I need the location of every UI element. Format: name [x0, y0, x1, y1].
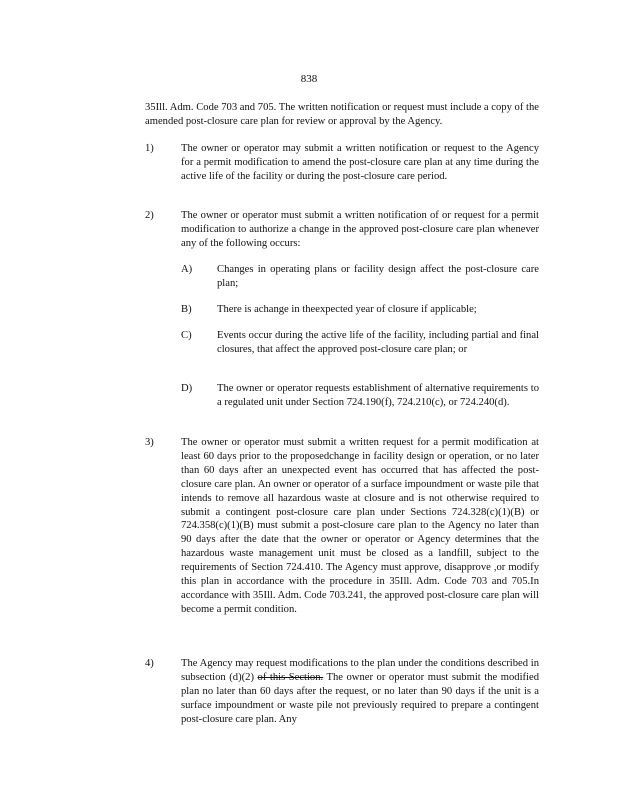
item-text-part: The owner or operator must submit the modified plan no later than 60 days after the request, or no later than 90 days if the unit is a surface impoundment or waste pile not previously required to prepare a contingent post-closure care plan. Any — [181, 671, 539, 725]
item-label: 4) — [145, 658, 154, 669]
intro-paragraph: 35Ill. Adm. Code 703 and 705. The written notification or request must include a copy of the amended post-closure care plan for review or approval by the Agency. — [145, 102, 539, 127]
subitem-text: The owner or operator requests establishment of alternative requirements to a regulated unit under Section 724.190(f), 724.210(c), or 724.240(d). — [217, 383, 539, 408]
item-text — [181, 657, 539, 727]
subitem-label: A) — [181, 264, 193, 275]
item-2 — [145, 209, 539, 251]
subitem-label: B) — [181, 304, 192, 315]
struck-text: of this Section. — [257, 671, 324, 683]
item-label: 1) — [145, 143, 154, 154]
item-text: The owner or operator must submit a written notification of or request for a permit modification to authorize a change in the approved post-closure care plan whenever any of the following occurs: — [181, 210, 539, 249]
item-text: The owner or operator must submit a written request for a permit modification at least 60 days prior to the proposedchange in facility design or operation, or no later than 60 days after an unexpected event has occurred that has affected the post-closure care plan. An owner or operator of a surface impoundment or waste pile that intends to remove all hazardous waste at closure and is not otherwise required to submit a contingent post-closure care plan under Sections 724.328(c)(1)(B) or 724.358(c)(1)(B) must submit a post-closure care plan to the Agency no later than 90 days after the date that the owner or operator or Agency determines that the hazardous waste management unit must be closed as a landfill, subject to the requirements of Section 724.410. The Agency must approve, disapprove ,or modify this plan in accordance with the procedure in 35Ill. Adm. Code 703 and 705.In accordance with 35Ill. Adm. Code 703.241, the approved post-closure care plan will become a permit condition. — [181, 437, 539, 615]
item-3 — [145, 436, 539, 617]
subitem-label: D) — [181, 383, 193, 394]
subitem-d — [181, 382, 539, 410]
item-4 — [145, 657, 539, 727]
item-1 — [145, 142, 539, 184]
subitem-label: C) — [181, 330, 192, 341]
item-label: 3) — [145, 437, 154, 448]
subitem-text: There is achange in theexpected year of closure if applicable; — [217, 304, 477, 315]
item-text: The owner or operator may submit a written notification or request to the Agency for a permit modification to amend the post-closure care plan at any time during the active life of the facility or during the post-closure care period. — [181, 143, 539, 182]
item-text-part: The Agency may request modifications to the plan under the conditions described in subsection (d)(2) — [181, 658, 539, 683]
page-number: 838 — [300, 73, 318, 85]
subitem-text: Events occur during the active life of the facility, including partial and final closures, that affect the approved post-closure care plan; or — [217, 330, 539, 355]
item-label: 2) — [145, 210, 154, 221]
subitem-b — [181, 303, 539, 317]
subitem-a — [181, 263, 539, 291]
subitem-c — [181, 329, 539, 357]
subitem-text: Changes in operating plans or facility design affect the post-closure care plan; — [217, 264, 539, 289]
